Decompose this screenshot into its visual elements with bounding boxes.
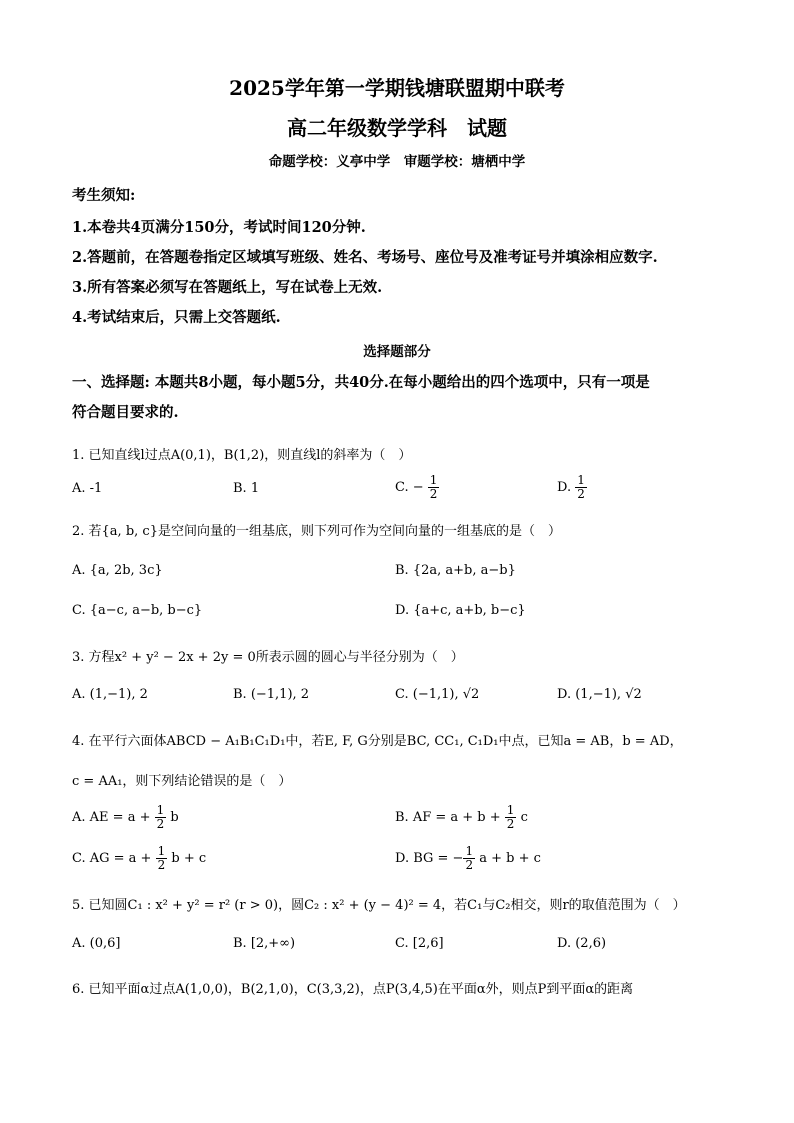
option-label: D. BG = − <box>395 851 464 866</box>
denominator: 2 <box>506 817 515 831</box>
section-intro: 一、选择题: 本题共8小题，每小题5分，共40分.在每小题给出的四个选项中，只有一项是 <box>72 374 650 391</box>
question-stem: 2. 若{a, b, c}是空间向量的一组基底，则下列可作为空间向量的一组基底的是（ ） <box>72 524 561 539</box>
question-stem: 1. 已知直线l过点A(0,1)，B(1,2)，则直线l的斜率为（ ） <box>72 448 412 463</box>
option-b: B. {2a, a+b, a−b} <box>395 563 516 578</box>
option-a: A. (1,−1), 2 <box>72 687 148 702</box>
notice-heading: 考生须知: <box>72 187 136 204</box>
question-stem: 4. 在平行六面体ABCD − A₁B₁C₁D₁中，若E, F, G分别是BC, CC₁, C₁D₁中点，已知a = AB，b = AD， <box>72 734 683 749</box>
numerator: 1 <box>429 473 438 487</box>
question-stem: 5. 已知圆C₁ : x² + y² = r² (r > 0)，圆C₂ : x² + (y − 4)² = 4，若C₁与C₂相交，则r的取值范围为（ ） <box>72 898 686 913</box>
option-b: B. 1 <box>233 481 260 496</box>
denominator: 2 <box>465 858 474 872</box>
option-tail: b <box>170 810 179 825</box>
option-b: B. [2,+∞) <box>233 936 296 951</box>
question-stem-continued: c = AA₁，则下列结论错误的是（ ） <box>72 774 292 789</box>
exam-title: 2025学年第一学期钱塘联盟期中联考 <box>229 76 565 100</box>
option-a: A. (0,6] <box>72 936 121 951</box>
fraction <box>155 804 167 831</box>
fraction <box>156 845 168 872</box>
option-b: B. (−1,1), 2 <box>233 687 310 702</box>
option-label: D. <box>557 480 576 495</box>
option-a: A. -1 <box>72 481 103 496</box>
option-tail: a + b + c <box>479 851 541 866</box>
option-a <box>72 804 179 831</box>
notice-item: 2.答题前，在答题卷指定区域填写班级、姓名、考场号、座位号及准考证号并填涂相应数字. <box>72 249 658 266</box>
numerator: 1 <box>577 473 585 487</box>
question-stem: 6. 已知平面α过点A(1,0,0)，B(2,1,0)，C(3,3,2)，点P(3,4,5)在平面α外，则点P到平面α的距离 <box>72 982 634 997</box>
denominator: 2 <box>577 487 585 501</box>
option-d: D. (1,−1), √2 <box>557 687 642 702</box>
option-c <box>72 845 206 872</box>
option-c: C. [2,6] <box>395 936 444 951</box>
option-label: A. AE = a + <box>72 810 155 825</box>
fraction <box>428 474 440 501</box>
numerator: 1 <box>157 844 166 858</box>
denominator: 2 <box>157 858 166 872</box>
option-label: C. AG = a + <box>72 851 156 866</box>
option-label: C. − <box>395 480 424 495</box>
option-d <box>395 845 541 872</box>
option-c <box>395 474 439 501</box>
option-a: A. {a, 2b, 3c} <box>72 563 163 578</box>
numerator: 1 <box>506 803 515 817</box>
notice-item: 4.考试结束后，只需上交答题纸. <box>72 309 281 326</box>
option-c: C. (−1,1), √2 <box>395 687 480 702</box>
denominator: 2 <box>429 487 438 501</box>
school-info: 命题学校：义亭中学 审题学校：塘栖中学 <box>268 154 526 170</box>
fraction <box>575 474 587 501</box>
fraction <box>463 845 475 872</box>
option-tail: b + c <box>171 851 207 866</box>
section-intro: 符合题目要求的. <box>72 404 179 421</box>
fraction <box>505 804 517 831</box>
question-stem: 3. 方程x² + y² − 2x + 2y = 0所表示圆的圆心与半径分别为（ ） <box>72 650 464 665</box>
denominator: 2 <box>156 817 165 831</box>
option-tail: c <box>520 810 528 825</box>
option-b <box>395 804 528 831</box>
option-label: B. AF = a + b + <box>395 810 505 825</box>
option-c: C. {a−c, a−b, b−c} <box>72 603 203 618</box>
section-title: 选择题部分 <box>363 344 431 360</box>
numerator: 1 <box>156 803 165 817</box>
numerator: 1 <box>465 844 474 858</box>
notice-item: 1.本卷共4页满分150分，考试时间120分钟. <box>72 219 366 236</box>
option-d <box>557 474 587 501</box>
option-d: D. {a+c, a+b, b−c} <box>395 603 526 618</box>
option-d: D. (2,6) <box>557 936 607 951</box>
notice-item: 3.所有答案必须写在答题纸上，写在试卷上无效. <box>72 279 383 296</box>
exam-subtitle: 高二年级数学学科 试题 <box>287 116 507 140</box>
